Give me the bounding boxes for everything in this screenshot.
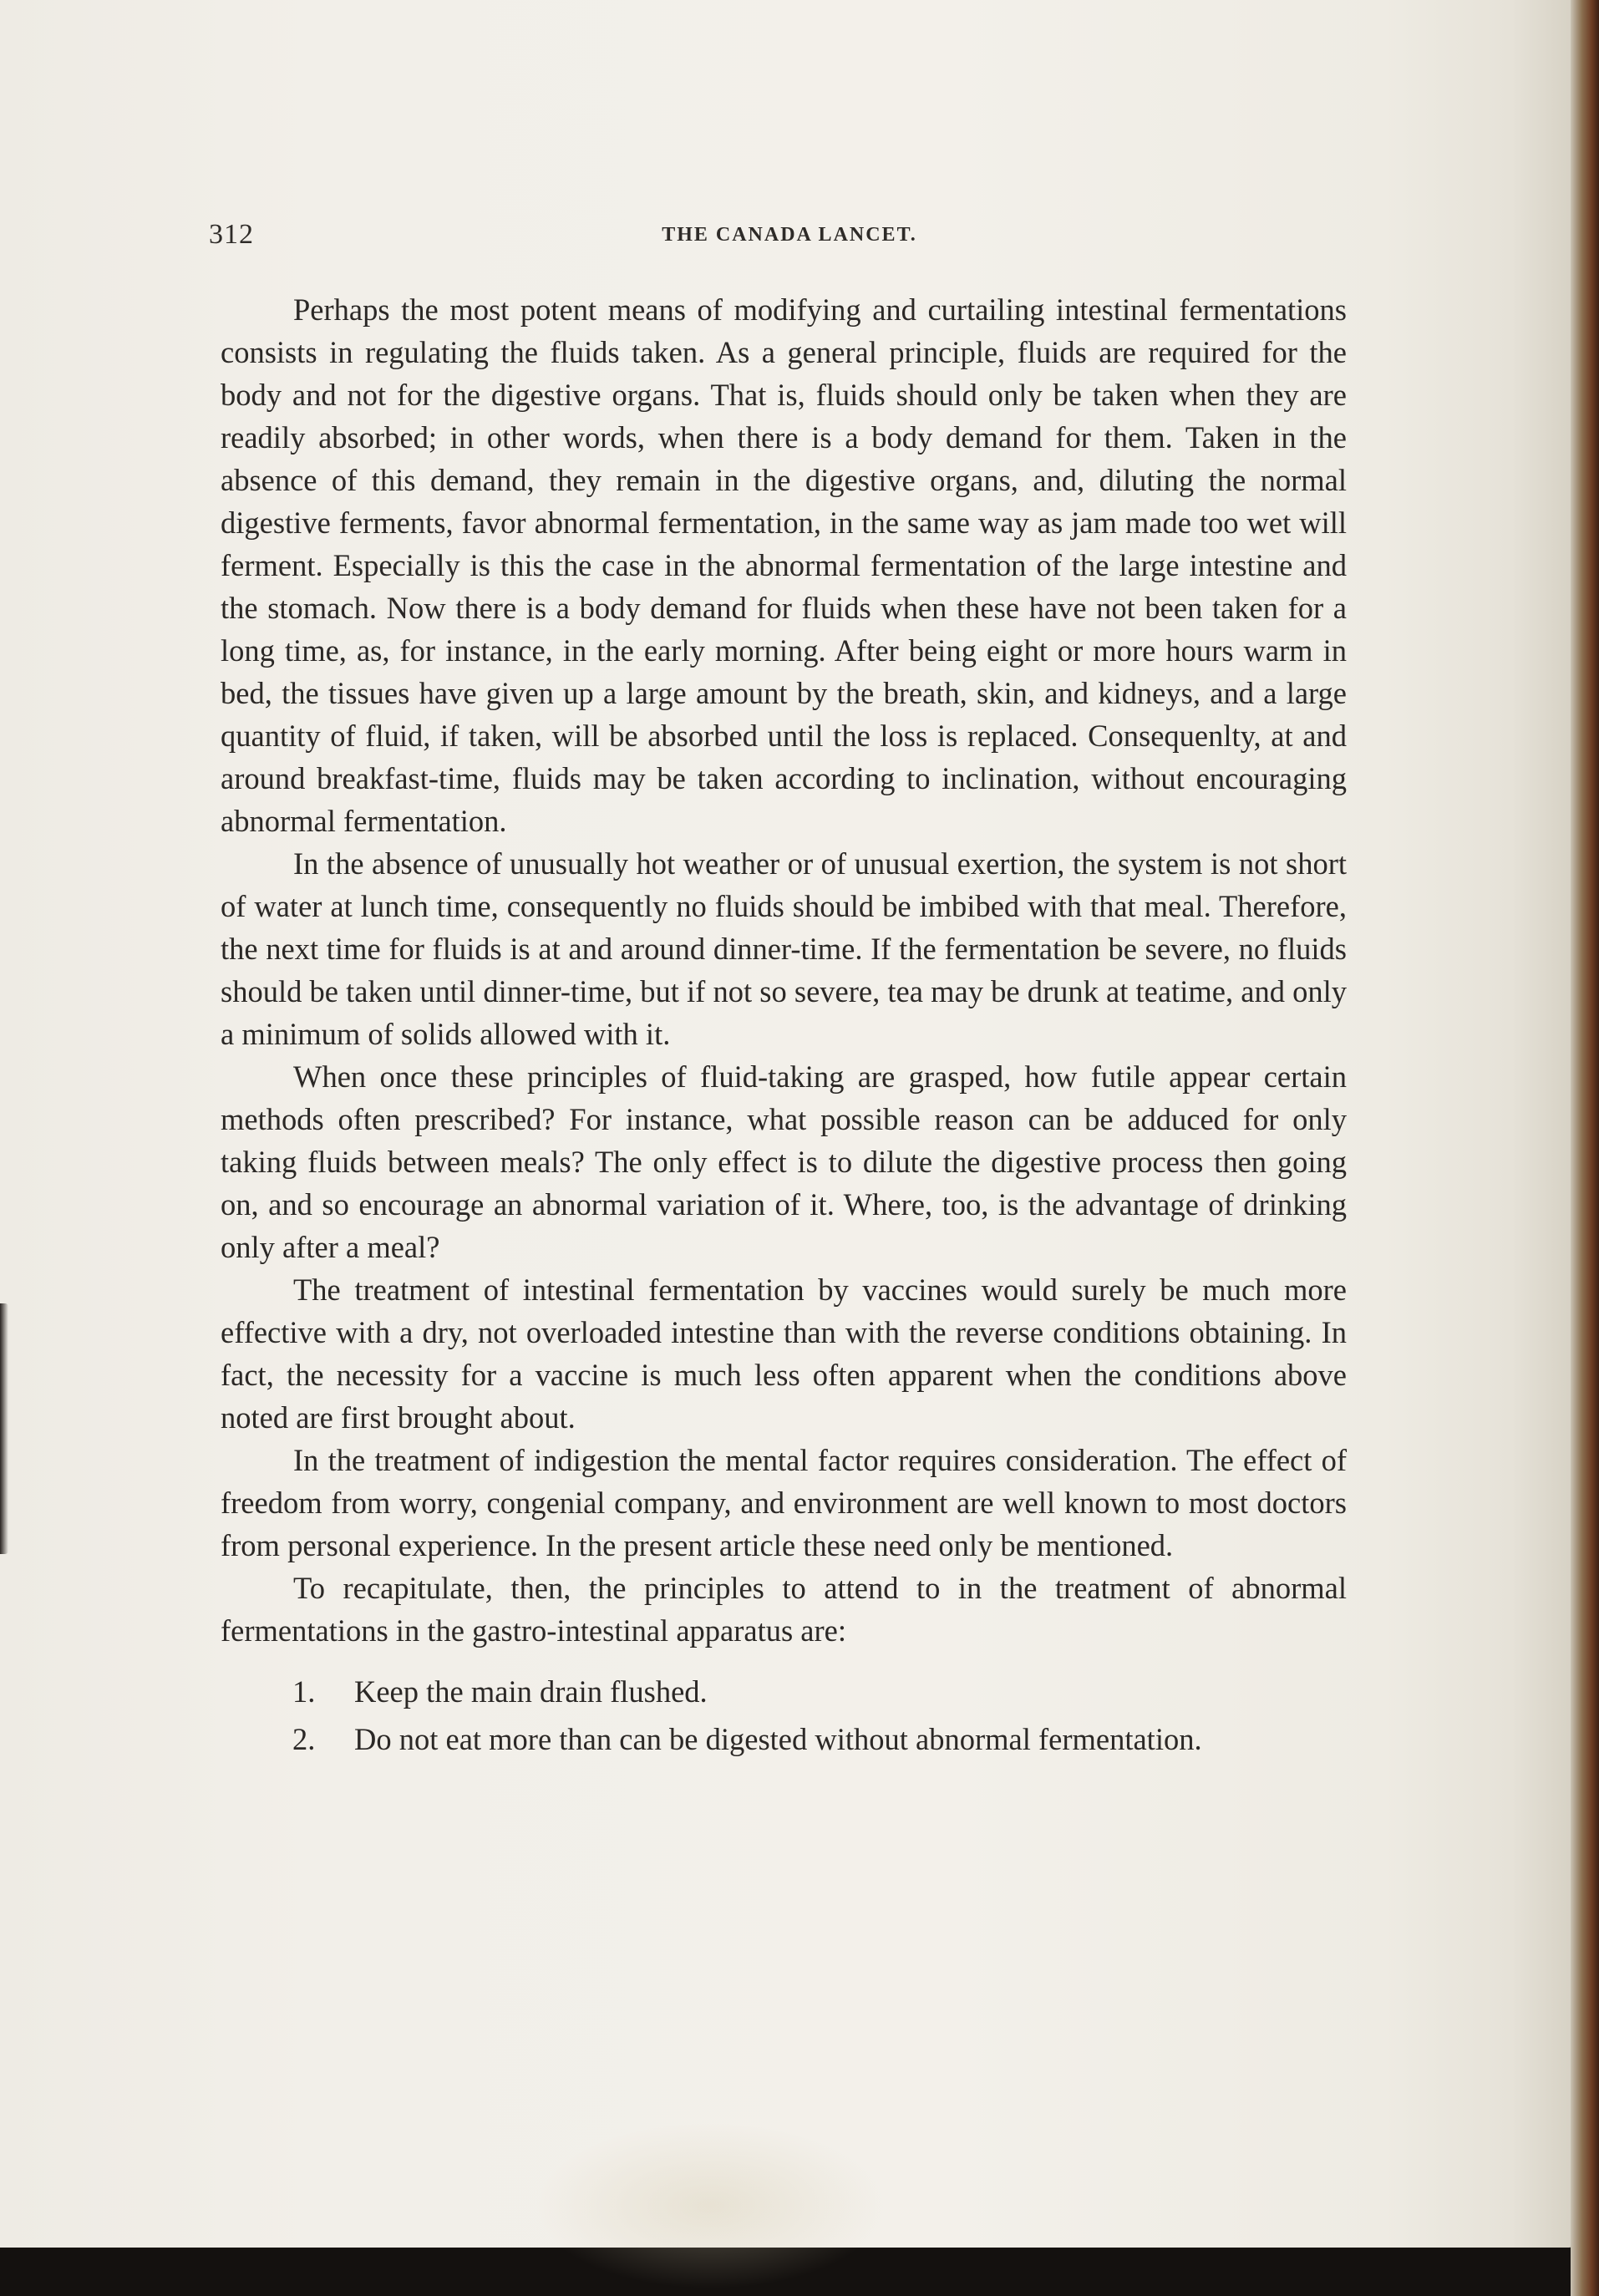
article-body bbox=[221, 288, 1347, 1765]
list-item-text: Do not eat more than can be digested without abnormal fermentation. bbox=[354, 1722, 1202, 1756]
list-item bbox=[221, 1670, 1347, 1713]
page-number: 312 bbox=[209, 219, 254, 250]
list-item-number: 2. bbox=[292, 1722, 316, 1756]
list-item bbox=[221, 1718, 1347, 1760]
running-title: THE CANADA LANCET. bbox=[662, 224, 917, 246]
paragraph: When once these principles of fluid-taking are grasped, how futile appear certain methods often prescribed? For instance, what possible reason can be adduced for only taking fluids between meals? The only effect is to dilute the digestive process then going on, and so encourage an abnormal variation of it. Where, too, is the advantage of drinking only after a meal? bbox=[221, 1059, 1347, 1264]
page-header bbox=[209, 219, 1370, 252]
paper-stain bbox=[535, 2122, 886, 2289]
paragraph: In the treatment of indigestion the mental factor requires consideration. The effect of freedom from worry, congenial company, and environment are well known to most doctors from personal experience. In the present article these need only be mentioned. bbox=[221, 1443, 1347, 1562]
list-item-number: 1. bbox=[292, 1674, 316, 1709]
binding-shadow bbox=[0, 1303, 8, 1554]
page-edge bbox=[1571, 0, 1599, 2296]
paragraph: The treatment of intestinal fermentation by vaccines would surely be much more effective with a dry, not overloaded intestine than with the reverse conditions obtaining. In fact, the necessity for a vaccine is much less often apparent when the conditions above noted are first brought about. bbox=[221, 1272, 1347, 1435]
paragraph: In the absence of unusually hot weather or of unusual exertion, the system is not short of water at lunch time, consequently no fluids should be imbibed with that meal. Therefore, the next time for fluids is at and around dinner-time. If the fermentation be severe, no fluids should be taken until dinner-time, but if not so severe, tea may be drunk at teatime, and only a minimum of solids allowed with it. bbox=[221, 846, 1347, 1051]
list-item-text: Keep the main drain flushed. bbox=[354, 1674, 708, 1709]
principles-list bbox=[221, 1670, 1347, 1760]
paragraph: Perhaps the most potent means of modifying and curtailing intestinal fermentations consists in regulating the fluids taken. As a general principle, fluids are required for the body and not for the digestive organs. That is, fluids should only be taken when they are readily absorbed; in other words, when there is a body demand for them. Taken in the absence of this demand, they remain in the digestive organs, and, diluting the normal digestive ferments, favor abnormal fermentation, in the same way as jam made too wet will ferment. Especially is this the case in the abnormal fermentation of the large intestine and the stomach. Now there is a body demand for fluids when these have not been taken for a long time, as, for instance, in the early morning. After being eight or more hours warm in bed, the tissues have given up a large amount by the breath, skin, and kidneys, and a large quantity of fluid, if taken, will be absorbed until the loss is replaced. Consequenlty, at and around breakfast-time, fluids may be taken according to inclination, without encouraging abnormal fermentation. bbox=[221, 292, 1347, 838]
paragraph: To recapitulate, then, the principles to attend to in the treatment of abnormal fermentations in the gastro-intestinal apparatus are: bbox=[221, 1571, 1347, 1648]
